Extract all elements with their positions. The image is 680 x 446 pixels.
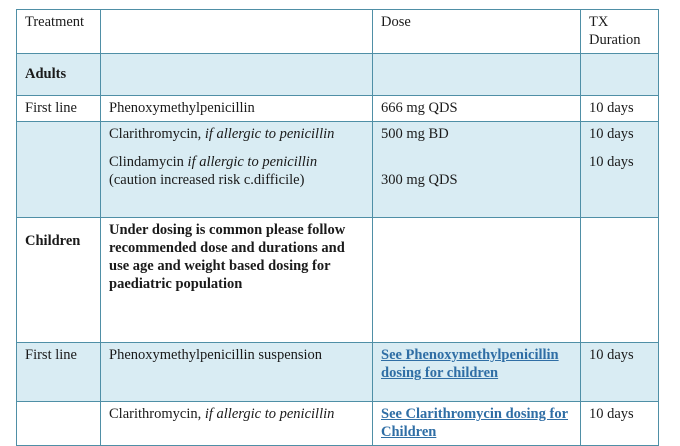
header-blank <box>101 10 373 54</box>
clindamycin-dose: 300 mg QDS <box>381 172 458 188</box>
header-duration <box>581 10 659 54</box>
clarithromycin-duration: 10 days <box>589 126 634 142</box>
children-clarithromycin-dose <box>373 402 581 446</box>
children-clar-blank <box>17 402 101 446</box>
clarithromycin-drug: Clarithromycin, <box>109 126 205 142</box>
adults-blank-2 <box>101 54 373 96</box>
adults-alt-doses <box>373 122 581 218</box>
children-first-line-row <box>17 343 659 402</box>
clarithromycin-dosing-link[interactable]: See Clarithromycin dosing for Children <box>381 406 569 440</box>
children-clarithromycin-duration: 10 days <box>581 402 659 446</box>
header-duration-line1: TX <box>589 14 609 30</box>
clindamycin-note: if allergic to penicillin <box>187 154 318 170</box>
children-section-row <box>17 218 659 343</box>
children-first-line-dose <box>373 343 581 402</box>
adults-blank-3 <box>373 54 581 96</box>
clarithromycin-note: if allergic to penicillin <box>204 126 335 142</box>
children-first-line-label: First line <box>17 343 101 402</box>
adults-alt-durations <box>581 122 659 218</box>
clarithromycin-dose: 500 mg BD <box>381 126 449 142</box>
adults-first-line-dose: 666 mg QDS <box>373 96 581 122</box>
adults-alt-drugs <box>101 122 373 218</box>
adults-alt-blank <box>17 122 101 218</box>
children-label: Children <box>17 218 101 343</box>
children-first-line-drug: Phenoxymethylpenicillin suspension <box>101 343 373 402</box>
adults-first-line-row <box>17 96 659 122</box>
clarithromycin-entry <box>109 125 365 143</box>
children-warning: Under dosing is common please follow recommended dose and durations and use age and weight based dosing for paediatric population <box>101 218 373 343</box>
header-row <box>17 10 659 54</box>
adults-alternatives-row <box>17 122 659 218</box>
treatment-table <box>16 9 659 446</box>
children-blank-4 <box>581 218 659 343</box>
header-dose: Dose <box>373 10 581 54</box>
clindamycin-duration: 10 days <box>589 154 634 170</box>
clindamycin-entry <box>109 153 365 171</box>
adults-label: Adults <box>17 54 101 96</box>
children-clarithromycin-drug: Clarithromycin, <box>109 406 205 422</box>
adults-section-row <box>17 54 659 96</box>
phenoxymethylpenicillin-dosing-link[interactable]: See Phenoxymethylpenicillin dosing for children <box>381 347 559 381</box>
clindamycin-caution: (caution increased risk c.difficile) <box>109 172 305 188</box>
clindamycin-drug: Clindamycin <box>109 154 188 170</box>
children-clarithromycin-note: if allergic to penicillin <box>204 406 335 422</box>
children-clarithromycin-drug-cell <box>101 402 373 446</box>
header-treatment: Treatment <box>17 10 101 54</box>
adults-first-line-duration: 10 days <box>581 96 659 122</box>
children-blank-3 <box>373 218 581 343</box>
adults-first-line-drug: Phenoxymethylpenicillin <box>101 96 373 122</box>
adults-first-line-label: First line <box>17 96 101 122</box>
header-duration-line2: Duration <box>589 32 641 48</box>
children-clarithromycin-row <box>17 402 659 446</box>
children-first-line-duration: 10 days <box>581 343 659 402</box>
adults-blank-4 <box>581 54 659 96</box>
